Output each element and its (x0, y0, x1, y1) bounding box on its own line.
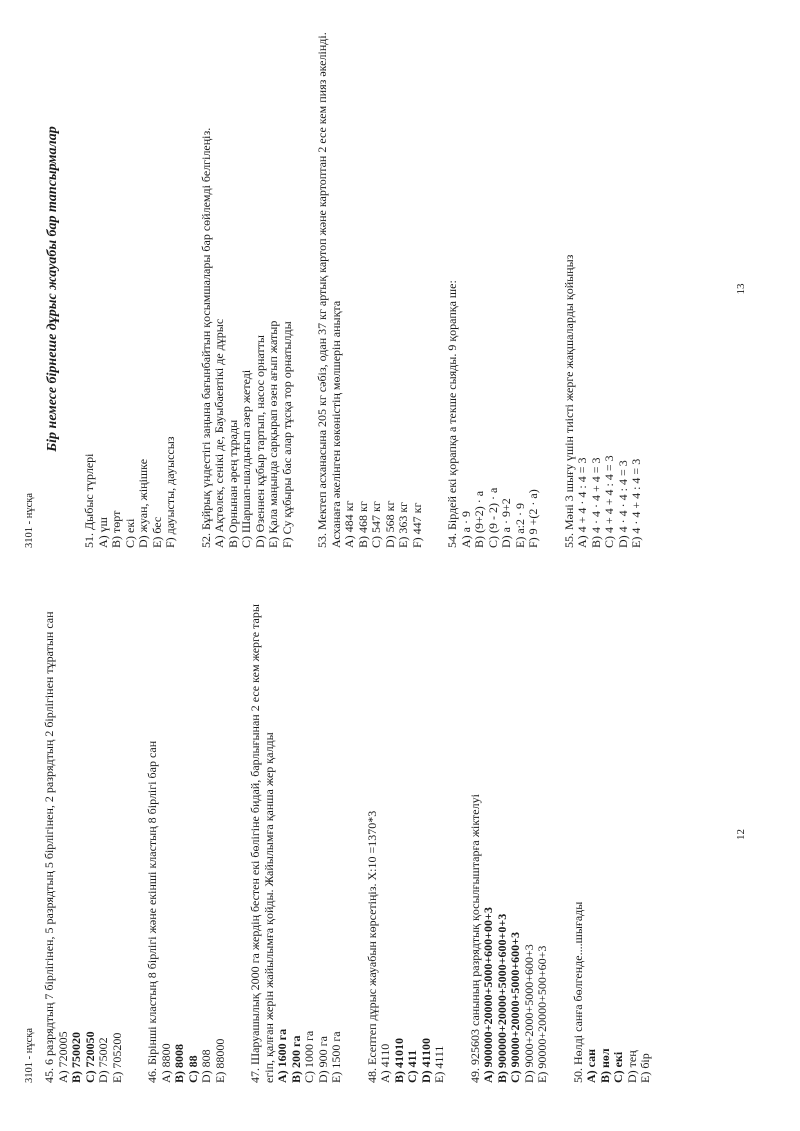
answer-option: В) 8008 (172, 1044, 186, 1083)
answer-option: А) 720005 (55, 1031, 70, 1083)
answer-option: F) дауысты, дауыссыз (163, 436, 177, 548)
page-left (0, 566, 800, 1131)
page-number: 12 (735, 829, 747, 840)
answer-option: В) (9+2) · а (472, 490, 486, 548)
question-block (563, 30, 644, 548)
answer-option: С) 411 (405, 1050, 419, 1083)
answer-option: Е) 90000+20000+500+60+3 (535, 945, 549, 1083)
answer-option: Е) а:2 · 9 (512, 503, 527, 548)
answer-option: В) 41010 (391, 1038, 406, 1083)
answer-option: А) 900000+20000+5000+600+00+3 (481, 907, 495, 1083)
answer-option: F) 9 +(2 · а) (526, 489, 540, 548)
answer-option: D) 75002 (96, 1037, 110, 1083)
answer-option: D) 41100 (418, 1038, 433, 1083)
answer-option: А) 484 кг (342, 500, 356, 548)
answer-option: Е) 88000 (212, 1038, 227, 1083)
answer-option: С) 4 + 4 + 4 : 4 = 3 (602, 455, 616, 548)
question-list (83, 30, 644, 548)
answer-option: С) 547 кг (369, 501, 383, 548)
question-text: 53. Мектеп асханасына 205 кг сәбіз, одан 37 кг артық картоп және картоптан 2 есе кем пияз әкелінді. Асханаға әкелінген көкөністің мөлшерін анықта (315, 32, 343, 548)
question-text: 50. Нөлді санға бөлгенде....шығады (570, 901, 585, 1083)
answer-option: D) 9000+2000+5000+600+3 (521, 944, 536, 1083)
answer-option: С) Шаршап-шалдығып әзер жетеді (239, 369, 253, 548)
question-block (43, 586, 124, 1083)
answer-option: В) 468 кг (355, 501, 370, 548)
answer-option: F) Су құбыры бас алар тұсқа тор орнатылды (279, 321, 294, 548)
question-block (572, 586, 653, 1083)
answer-option: Е) Қала маңында сарқырап өзен ағып жатыр (266, 320, 280, 548)
question-block (249, 586, 344, 1083)
answer-option: Е) 4 · 4 + 4 : 4 = 3 (629, 458, 643, 548)
answer-option: Е) бес (149, 516, 164, 548)
answer-option: D) 4 · 4 · 4 : 4 = 3 (615, 460, 630, 548)
answer-option: В) 200 га (288, 1035, 303, 1083)
answer-option: С) 90000+20000+5000+600+3 (508, 931, 522, 1083)
answer-option: В) 4 · 4 · 4 + 4 = 3 (588, 457, 603, 548)
question-block (316, 30, 424, 548)
question-block (146, 586, 227, 1083)
answer-option: D) 808 (199, 1049, 213, 1083)
question-text: 48. Есептеп дұрыс жауабын көрсетіңіз. Х:10 =1370*3 (364, 810, 379, 1083)
question-block (200, 30, 295, 548)
answer-option: Е) 1500 га (329, 1031, 343, 1083)
question-block (83, 30, 178, 548)
answer-option: D) а · 9+2 (499, 498, 513, 548)
question-text: 52. Бұйрық үндестігі заңына бағынбайтын қосымшалары бар сөйлемді белгілеңіз. (198, 127, 213, 548)
answer-option: С) 1000 га (302, 1030, 316, 1083)
question-text: 46. Бірінші кластың 8 бірлігі және екінші кластың 8 бірлігі бар сан (145, 740, 159, 1083)
answer-option: D) Өзеннен құбыр тартып, насос орнатты (252, 335, 267, 548)
page-header: 3101 - нұсқа (24, 492, 35, 548)
answer-option: А) сан (584, 1048, 598, 1083)
answer-option: А) 1600 га (275, 1028, 289, 1083)
answer-option: С) (9 - 2) · а (485, 487, 500, 548)
answer-option: С) 720050 (82, 1031, 97, 1083)
answer-option: А) 8800 (158, 1043, 173, 1083)
answer-option: А) а · 9 (458, 511, 473, 548)
question-block (446, 30, 541, 548)
answer-option: С) 88 (185, 1055, 200, 1083)
answer-option: D) 900 га (315, 1036, 330, 1083)
question-list (43, 586, 653, 1083)
answer-option: D) 568 кг (382, 500, 397, 548)
answer-option: В) Орнынан әрең тұрады (225, 419, 240, 548)
answer-option: С) екі (611, 1051, 625, 1083)
page-header: 3101 - нұсқа (24, 1027, 35, 1083)
answer-option: А) 4 + 4 · 4 : 4 = 3 (575, 457, 589, 548)
page-number: 13 (735, 283, 747, 295)
answer-option: В) төрт (109, 510, 123, 548)
answer-option: А) 4110 (378, 1043, 392, 1083)
answer-option: В) 900000+20000+5000+600+0+3 (494, 913, 509, 1083)
question-block (366, 586, 447, 1083)
question-text: 51. Дыбыс түрлері (82, 453, 96, 548)
answer-option: Е) бір (638, 1053, 652, 1083)
section-title: Бір немесе бірнеше дұрыс жауабы бар тапсырмалар (45, 126, 60, 452)
question-block (469, 586, 550, 1083)
answer-option: Е) 4111 (432, 1045, 446, 1083)
answer-option: А) Ақтөлек, сенікі де, Бауыбаевтікі де дұрыс (212, 318, 226, 548)
answer-option: А) үш (95, 517, 110, 548)
answer-option: D) жуан, жіңішке (136, 458, 150, 548)
answer-option: F) 447 кг (409, 502, 424, 548)
question-text: 55. Мәні 3 шығу үшін тиісті жерге жақшаларды қойыңыз (561, 254, 576, 548)
answer-option: С) екі (122, 518, 137, 548)
question-text: 49. 925603 санының разрядтық қосылғыштарға жіктелуі (467, 794, 482, 1083)
question-text: 47. Шаруашылық 2000 га жердің бестен екі бөлігіне бидай, барлығынан 2 есе кем жерге тары егіп, қалған жерін жайылымға қойды. Жайылымға қанша жер қалды (248, 604, 276, 1083)
answer-option: Е) 705200 (109, 1032, 124, 1083)
answer-option: В) нөл (597, 1048, 612, 1083)
answer-option: D) тең (624, 1050, 639, 1083)
question-text: 45. 6 разрядтың 7 бірлігінен, 5 разрядтың 5 бірлігінен, 2 разрядтың 2 бірлігінен тұратын сан (42, 611, 56, 1083)
question-text: 54. Бірдей екі қорапқа а текше сыяды. 9 қорапқа ше: (445, 280, 459, 548)
answer-option: Е) 363 кг (396, 501, 410, 548)
answer-option: В) 750020 (69, 1032, 83, 1083)
